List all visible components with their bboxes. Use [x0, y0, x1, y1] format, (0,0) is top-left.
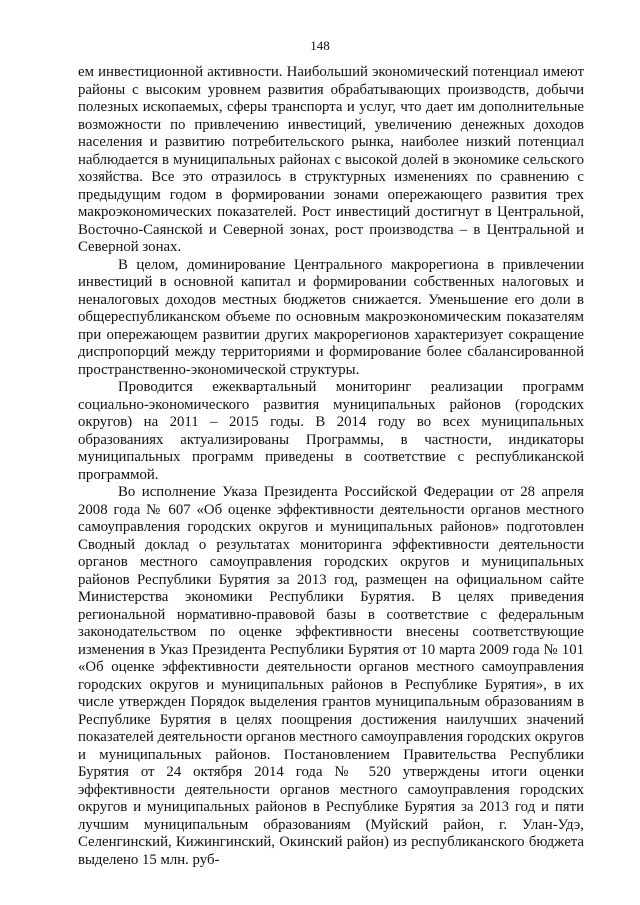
page-number: 148: [310, 38, 330, 53]
paragraph-central-macroregion: В целом, доминирование Центрального макрорегиона в привлечении инвестиций в основной капитал и формировании собственных налоговых и неналоговых доходов местных бюджетов снижается. Уменьшение его доли в общереспубликанском объеме по основным макроэкономическим показателям при опережающем развитии других макрорегионов характеризует сокращение диспропорций между территориями и формирование более сбалансированной пространственно-экономической структуры.: [78, 256, 584, 378]
body-text: [78, 64, 584, 869]
paragraph-presidential-decree: Во исполнение Указа Президента Российской Федерации от 28 апреля 2008 года № 607 «Об оценке эффективности деятельности органов местного самоуправления городских округов и муниципальных районов» подготовлен Сводный доклад о результатах мониторинга эффективности деятельности органов местного самоуправления городских округов и муниципальных районов Республики Бурятия за 2013 год, размещен на официальном сайте Министерства экономики Республики Бурятия. В целях приведения региональной нормативно-правовой базы в соответствие с федеральным законодательством по оценке эффективности внесены соответствующие изменения в Указ Президента Республики Бурятия от 10 марта 2009 года № 101 «Об оценке эффективности деятельности органов местного самоуправления городских округов и муниципальных районов в Республике Бурятия», в их числе утвержден Порядок выделения грантов муниципальным образованиям в Республике Бурятия в целях поощрения достижения наилучших значений показателей деятельности органов местного самоуправления городских округов и муниципальных районов. Постановлением Правительства Республики Бурятия от 24 октября 2014 года № 520 утверждены итоги оценки эффективности деятельности органов местного самоуправления городских округов и муниципальных районов в Республике Бурятия за 2013 год и пяти лучшим муниципальным образованиям (Муйский район, г. Улан-Удэ, Селенгинский, Кижингинский, Окинский район) из республиканского бюджета выделено 15 млн. руб-: [78, 484, 584, 868]
paragraph-quarterly-monitoring: Проводится ежеквартальный мониторинг реализации программ социально-экономического развития муниципальных районов (городских округов) на 2011 – 2015 годы. В 2014 году во всех муниципальных образованиях актуализированы Программы, в частности, индикаторы муниципальных программ приведены в соответствие с республиканской программой.: [78, 379, 584, 483]
paragraph-investment-activity: ем инвестиционной активности. Наибольший экономический потенциал имеют районы с высоким уровнем развития обрабатывающих производств, добычи полезных ископаемых, сферы транспорта и услуг, что дает им дополнительные возможности по привлечению инвестиций, увеличению денежных доходов населения и развитию потребительского рынка, наиболее низкий потенциал наблюдается в муниципальных районах с высокой долей в экономике сельского хозяйства. Все это отразилось в структурных изменениях по сравнению с предыдущим годом в формировании зонами опережающего развития трех макроэкономических показателей. Рост инвестиций достигнут в Центральной, Восточно-Саянской и Северной зонах, рост производства – в Центральной и Северной зонах.: [78, 64, 584, 255]
